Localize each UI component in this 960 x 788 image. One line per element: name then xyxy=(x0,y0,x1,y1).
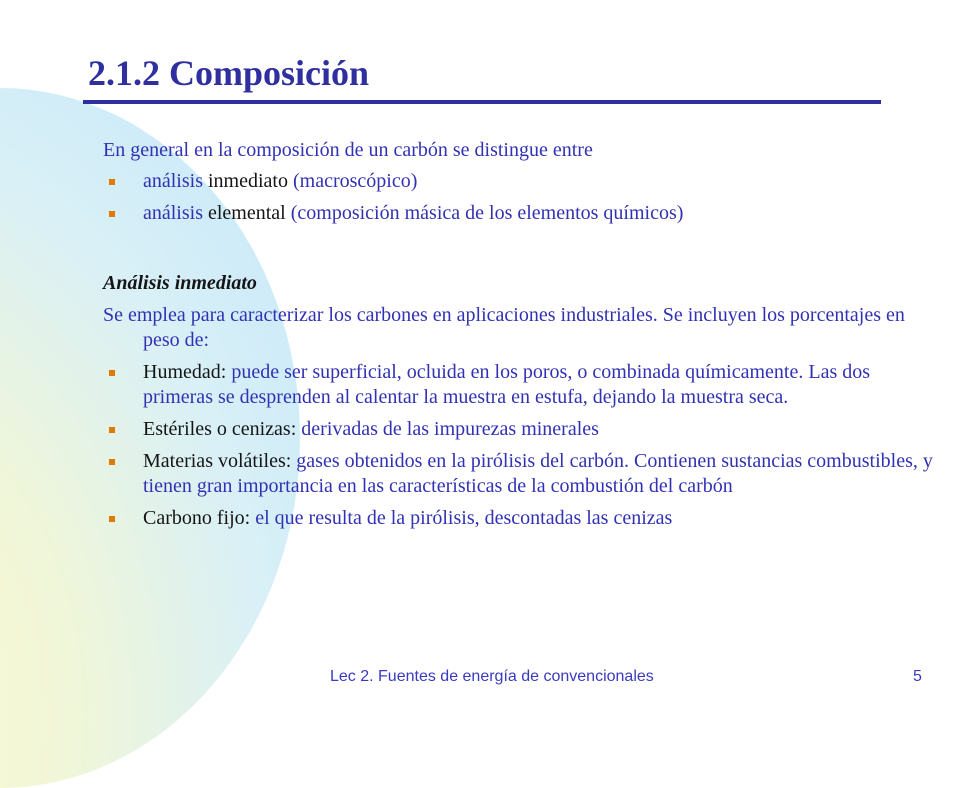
intro-text: En general en la composición de un carbón se distingue entre xyxy=(103,139,593,161)
list-item xyxy=(103,449,933,499)
item-term: Humedad: xyxy=(143,361,227,383)
bullet-icon xyxy=(109,179,115,185)
bullet-icon xyxy=(109,370,115,376)
page-number: 5 xyxy=(913,668,922,685)
item-note: (macroscópico) xyxy=(292,170,418,192)
bullet-icon xyxy=(109,427,115,433)
item-term: Materias volátiles: xyxy=(143,450,292,472)
item-term: Estériles o cenizas: xyxy=(143,418,297,440)
intro-list-item xyxy=(103,201,933,226)
list-item xyxy=(103,506,933,531)
item-description: derivadas de las impurezas minerales xyxy=(296,418,599,440)
item-term: Carbono fijo: xyxy=(143,507,251,529)
list-item xyxy=(103,360,933,410)
section-intro: Se emplea para caracterizar los carbones en aplicaciones industriales. Se incluyen los porcentajes en peso de: xyxy=(103,304,905,351)
slide-title: 2.1.2 Composición xyxy=(88,53,370,93)
bullet-icon xyxy=(109,516,115,522)
item-description: gases obtenidos en la pirólisis del carbón. Contienen sustancias combustibles, y tienen gran importancia en las características de la combustión del carbón xyxy=(143,450,933,497)
section-heading: Análisis inmediato xyxy=(103,272,257,294)
bullet-icon xyxy=(109,459,115,465)
item-text: inmediato xyxy=(203,170,293,192)
item-term: análisis xyxy=(143,170,203,192)
intro-list-item xyxy=(103,169,933,194)
bullet-icon xyxy=(109,211,115,217)
item-description: el que resulta de la pirólisis, descontadas las cenizas xyxy=(250,507,673,529)
list-item xyxy=(103,417,933,442)
slide-content xyxy=(103,138,933,531)
item-description: puede ser superficial, ocluida en los poros, o combinada químicamente. Las dos primeras se desprenden al calentar la muestra en estufa, dejando la muestra seca. xyxy=(143,361,871,408)
title-underline xyxy=(83,100,881,104)
item-text: elemental xyxy=(203,202,291,224)
footer-title: Lec 2. Fuentes de energía de convencionales xyxy=(330,668,654,685)
item-term: análisis xyxy=(143,202,203,224)
item-note: (composición másica de los elementos químicos) xyxy=(290,202,684,224)
